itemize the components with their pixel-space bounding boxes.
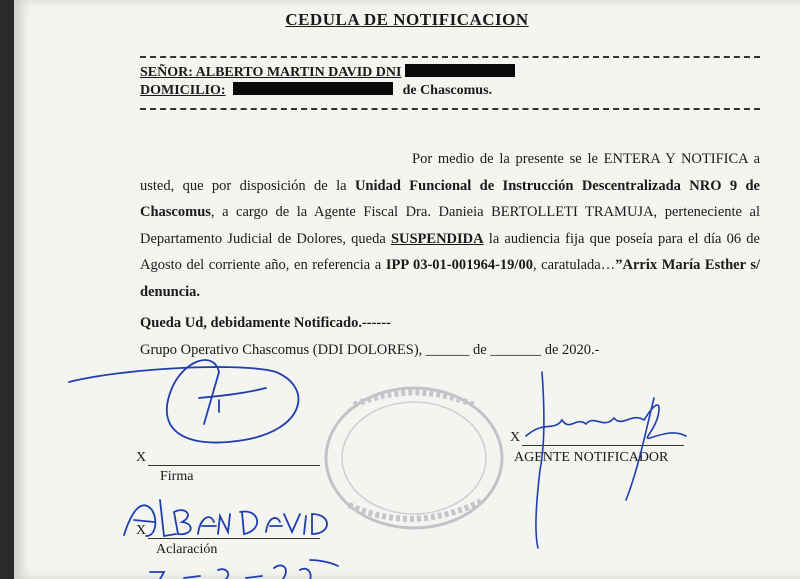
handwritten-name-text xyxy=(14,0,15,1)
handwritten-date xyxy=(150,560,338,579)
signature-scribble xyxy=(69,360,298,443)
body-fiscal: , a cargo de la Agente Fiscal Dra. Danieia BERTOLLETI TRAMUJA, perteneciente al Departamento Judicial de Dolores, queda xyxy=(140,204,760,247)
agent-x-marker: X xyxy=(510,430,521,445)
body-ipp: IPP 03-01-001964-19/00 xyxy=(385,257,533,273)
notified-line: Queda Ud, debidamente Notificado.------ xyxy=(140,315,391,331)
name-label: Aclaración xyxy=(156,542,218,557)
body-suspended: SUSPENDIDA xyxy=(390,230,484,247)
body-intro: Por medio de la presente se le ENTERA Y NOTIFICA a usted, que por disposición de la xyxy=(140,151,760,194)
agent-label: AGENTE NOTIFICADOR xyxy=(514,450,669,465)
place-date-line: Grupo Operativo Chascomus (DDI DOLORES), ______ de _______ de 2020.- xyxy=(140,342,600,358)
signature-x-marker: X xyxy=(136,450,147,465)
body-hearing: la audiencia fija que poseía para el día 06 de Agosto del corriente año, en referencia a xyxy=(140,230,760,273)
handwritten-name xyxy=(124,500,327,536)
document-title: CEDULA DE NOTIFICACION xyxy=(285,10,529,29)
address-label: DOMICILIO: xyxy=(140,83,226,98)
official-stamp xyxy=(326,388,502,528)
recipient-label: SEÑOR: ALBERTO MARTIN DAVID DNI xyxy=(140,65,402,80)
address-suffix: de Chascomus. xyxy=(402,83,493,98)
document-page xyxy=(14,0,800,579)
body-case-title: ”Arrix María Esther s/ denuncia. xyxy=(140,257,760,300)
handwriting-overlay xyxy=(14,0,800,579)
name-x-marker: X xyxy=(136,523,147,538)
signature-label: Firma xyxy=(160,469,194,484)
handwriting-text-holder xyxy=(14,0,15,1)
agent-signature xyxy=(526,372,686,548)
body-unit: Unidad Funcional de Instrucción Descentralizada NRO 9 de Chascomus xyxy=(140,177,760,220)
body-caratulada: , caratulada… xyxy=(532,257,616,273)
